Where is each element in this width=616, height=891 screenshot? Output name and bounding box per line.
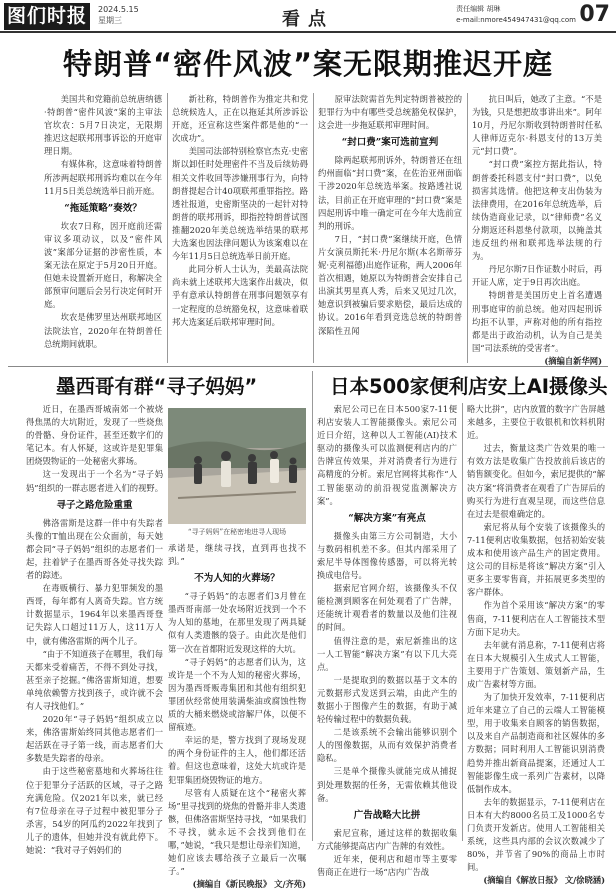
article1-col4 <box>472 93 602 368</box>
search-scene-photo <box>168 408 306 524</box>
paragraph: 此同分析人士认为，美最高法院尚未就上述联邦大选案作出裁决，似乎有意承认特朗普在刑事问题领享有一定程度的总统豁免权，这意味着联邦大选案延后联邦审理时间。 <box>172 264 308 327</box>
paragraph: 在毒贩横行、暴力犯罪频发的墨西哥，每年都有人离奇失踪。官方统计数据显示，1964年以来墨西哥登记失踪人口超过11万人，这11万人中，就有佛洛雷斯的两个儿子。 <box>26 583 163 646</box>
subheading: “封口费”案可选前宣判 <box>341 137 439 149</box>
paragraph: 抗日叫后，她改了主意。“不是为钱，只是想把故事讲出来”。阿年10月，丹尼尔斯收到特朗普时任私人律师迈克尔·科恩支付的13万美元“封口费”。 <box>472 94 602 157</box>
paragraph: 摄像头由第三方公司制造，大小与数码相机差不多。但其内部采用了索尼半导体图像传感器，可以将光转换成电信号。 <box>317 530 457 581</box>
paragraph: 幸运的是，警方找到了现场发现的两个身份证件的主人，他们都还活着。但这也意味着，这处大坑或许是犯罪集团烧毁物证的地方。 <box>168 735 306 785</box>
article2-col2 <box>168 542 306 890</box>
page-number: 07 <box>579 2 610 27</box>
paragraph: 值得注意的是，索尼新推出的这一人工智能“解决方案”有以下几大亮点。 <box>317 635 457 672</box>
paragraph: “寻子妈妈”的志愿者们认为，这或许是一个不为人知的秘密火葬场，因为墨西哥贩毒集团和其他有组织犯罪团伙经常使用装满柴油或腐蚀性物质的大桶来燃烧或溶解尸体，以便不留痕迹。 <box>168 656 306 733</box>
column-rule <box>167 93 168 363</box>
editor-info: 责任编辑 胡琳 e-mail:nmore454947431@qq.com <box>456 5 576 24</box>
newspaper-logo: 图们时报 <box>4 3 90 30</box>
paragraph: 三是单个摄像头就能完成从捕捉到处理数据的任务，无需依赖其他设备。 <box>317 766 457 803</box>
paragraph: 这一发现出于一个名为“寻子妈妈”组织的一群志愿者进入们的视野。 <box>26 469 163 493</box>
article1-col3 <box>318 93 462 338</box>
source-credit: (摘编自《解放日报》 文/徐晓涵) <box>483 875 605 886</box>
article1-col1 <box>44 93 162 351</box>
article2-col1 <box>26 403 163 855</box>
paragraph: 新社称，特朗普作为推定共和党总统候选人，正在以拖延其所涉诉讼开庭，还宣称这些案件都是他的“一次成功”。 <box>172 94 308 144</box>
headline-mexico: 墨西哥有群“寻子妈妈” <box>56 375 258 398</box>
column-rule <box>467 93 468 363</box>
section-title: 看点 <box>282 9 334 30</box>
photo-illustration <box>168 408 306 524</box>
paragraph: 除两起联邦刑诉外，特朗普还在纽约州面临“封口费”案，在佐治亚州面临干涉2020年总统选举案。按路透社说法，目前正在开庭审理的“封口费”案是四起刑诉中唯一确定可在今年大选前宣判的刑诉。 <box>318 155 462 231</box>
paragraph: “封口费”案控方据此指认，特朗普委托科恩支付“封口费”，以免损害其选情。他把这种支出伪装为法律费用，在2016年总统选举，后续伪造商业记录，以“律师费”名义分期返还科恩垫付款项，以掩盖其违反纽约州和联邦选举法规的行为。 <box>472 159 602 262</box>
section-divider <box>8 366 608 367</box>
subheading: 寻子之路危险重重 <box>56 499 133 511</box>
paragraph: 2020年“寻子妈妈”组织成立以来，佛洛雷斯始终同其他志愿者们一起活跃在寻子第一线，而志愿者们大多数是失踪者的母亲。 <box>26 714 163 764</box>
article3-col2 <box>467 403 605 886</box>
paragraph: “由于不知道孩子在哪里，我们每天都来受着痛苦，不得不到处寻找，甚至亲子挖掘。”佛洛雷斯知道，想要单纯依赖警方找到孩子，或许就不会有人寻找他们。” <box>26 648 163 711</box>
paragraph: 美国共和党籍前总统唐纳德·特朗普“密件风波”案的主审法官坎农：5月7日决定，无限期推迟这起联邦刑事诉讼的开庭审理日期。 <box>44 94 162 157</box>
paragraph: 去年就有消息称，7-11便利店将在日本大规模引入生成式人工智能，主要用于广告策划、策划新产品，生成广告素材等方面。 <box>467 639 605 689</box>
subheading: “拖延策略”奏效？ <box>64 202 142 214</box>
article3-col1 <box>317 403 457 877</box>
paragraph: 为了加快开发效率，7-11便利店近年来建立了自己的云端人工智能模型，用于收集来自顾客的销售数据，以及来自产品制造商和社区媒体的多方数据；同时利用人工智能识别消费趋势并推出新商品提案，还通过人工智能影像生成一系列广告素材，以降低制作成本。 <box>467 692 605 794</box>
paragraph: 作为首个采用该“解决方案”的零售商，7-11便利店在人工智能技术型方面下足功夫。 <box>467 600 605 637</box>
column-rule <box>312 371 313 841</box>
paragraph: 坎农是佛罗里达州联邦地区法院法官，2020年在特朗普任总统期间就职。 <box>44 312 162 349</box>
paragraph: 索尼将从每个安装了该摄像头的7-11便利店收集数据，包括初始安装成本和使用该产品生产的固定费用。这公司的目标是将该“解决方案”引入更多主要零售商，并拓展更多类型的客户群体。 <box>467 521 605 598</box>
column-rule <box>313 93 314 363</box>
subheading: 广告战略大比拼 <box>353 809 421 821</box>
source-credit: (摘编自新华网) <box>544 355 602 366</box>
paragraph: 美国司法部特别检察官杰克·史密斯以卸任时处理密件不当及后续妨碍相关文件收回等涉嫌刑事行为，向特朗普提起合计40项联邦重罪指控。路透社报道，史密斯坚决的一起针对特朗普的联邦刑诉，即指控特朗普试图推翻2020年美总统选举结果的联邦大选案也因法律问题认为该案难以在今年11月5日总统选举日前开庭。 <box>172 146 308 262</box>
paragraph: 坎农7日称，因开庭前还需审议多项动议，以及“密件风波”案部分证据的涉密性质，本案无法在原定于5月20日开庭。但她未设置新开庭日，称解决全部预审问题后会另行决定何时开庭。 <box>44 220 162 310</box>
paragraph: 索尼公司已在日本500家7-11便利店安装人工智能摄像头。索尼公司近日介绍，这种以人工智能(AI)技术驱动的摄像头可以监测便利店内的广告牌宣传效果，并对消费者行为进行高精度的分析。索尼官网将其称作“人工智能驱动的前沿视觉监测解决方案”。 <box>317 404 457 506</box>
paragraph: 去年的数据显示，7-11便利店在日本有大约8000名员工及1000名专门负责开发新店。使用人工智能相关系统，这些具内部的会议次数减少了80%，并节省了90%的商品上市时间。 <box>467 796 605 873</box>
paragraph: 略大比拼”，店内放置的数字广告屏越来越多，主要位于收银机和饮料机附近。 <box>467 404 605 441</box>
paragraph: 二是该系统不会输出能够识别个人的图像数据，从而有效保护消费者隐私。 <box>317 727 457 764</box>
paragraph: 近日，在墨西哥城南郊一个被烧得焦黑的大坑附近，发现了一些烧焦的骨骼、身份证件，甚至还数字们的笔记本。有人怀疑，这或许是犯罪集团烧毁物证的一处秘密火葬场。 <box>26 404 163 467</box>
issue-date: 2024.5.15 星期三 <box>98 5 139 25</box>
paragraph: 索尼宣称，通过这样的数据收集方式能够提高店内广告牌的有效性。 <box>317 827 457 851</box>
paragraph: 特朗普是美国历史上首名遭遇刑事庭审的前总统。他对四起刑诉均拒不认罪，声称对他的所有指控都是出于政治动机，认为自己是美国“司法系统的受害者”。 <box>472 290 602 353</box>
paragraph: 一是提取到的数据以基于文本的元数据形式发送到云端，由此产生的数据小于图像产生的数据，有助于减轻传输过程中的数据负载。 <box>317 674 457 725</box>
paragraph: 尽管有人质疑在这个“秘密火葬场”里寻找到的烧焦的骨骼并非人类遗骸，但佛洛雷斯坚持寻找，“如果我们不寻找，就永远不会找到他们在哪，”她说，“我只是想让母亲们知道，她们应该去哪给孩子立最后一次嘱子。” <box>168 787 306 877</box>
article1-col2 <box>172 93 308 329</box>
subheading: “解决方案”有亮点 <box>348 512 426 524</box>
paragraph: 原审法院需首先判定特朗普被控的犯罪行为中有哪些受总统豁免权保护，这会进一步拖延联邦审理时间。 <box>318 94 462 131</box>
page-header <box>0 0 616 33</box>
paragraph: 近年来，便利店和超市等主要零售商正在进行一场“店内广告战 <box>317 853 457 877</box>
paragraph: 丹尼尔斯7日作证数小时后，再开证人席，定于9日再次出庭。 <box>472 264 602 288</box>
paragraph: 据索尼官网介绍，该摄像头不仅能检测到顾客在何处观看了广告牌，还能统计观看者的数量以及他们注视的时间。 <box>317 583 457 633</box>
paragraph: 由于这些秘密墓地和火葬场往往位于犯罪分子活跃的区域，寻子之路充满危险。仅2021年以来，就已经有7位母亲在寻子过程中被犯罪分子杀害，54岁的阿瓜约2022年找到了儿子的遗体，但她并没有就此停下。她说：“我对寻子妈妈们的 <box>26 766 163 855</box>
headline-trump: 特朗普“密件风波”案无限期推迟开庭 <box>62 47 554 81</box>
paragraph: 有媒体称，这意味着特朗普所涉两起联邦刑诉均难以在今年11月5日美总统选举日前开庭。 <box>44 159 162 196</box>
paragraph: “寻子妈妈”的志愿者们3月曾在墨西哥南部一处农场附近找到一个不为人知的墓地，在那里发现了两具疑似有人类遗骸的袋子。由此次是他们第一次在首都附近发现这样的大坑。 <box>168 591 306 654</box>
paragraph: 过去，衡量这类广告效果的唯一有效方法是收集广告投放前后该店的销售额变化。但如今，索尼提供的“解决方案”将消费者在观看了广告屏后的购买行为进行直观呈现，而这些信息在过去是很难确定的。 <box>467 443 605 519</box>
headline-japan-ai: 日本500家便利店安上AI摄像头 <box>330 375 608 398</box>
paragraph: 承诺是，继续寻找，直到再也找不到。” <box>168 543 306 567</box>
source-credit: (摘编自《新民晚报》 文/齐苑) <box>192 879 306 890</box>
photo-caption: “寻子妈妈”在秘密地进寻人现场 <box>187 528 287 536</box>
paragraph: 佛洛雷斯是这群一伴中有失踪者头像的T恤出现在公众面前，每天她都会同“寻子妈妈”组织的志愿者们一起，拄着铲子在墨西哥各处寻找失踪者的踪迹。 <box>26 517 163 581</box>
column-rule <box>462 403 463 841</box>
subheading: 不为人知的火葬场？ <box>194 573 280 585</box>
paragraph: 7日，“封口费”案继续开庭，色情片女演员斯托米·丹尼尔斯(本名斯蒂芬妮·克利福德)出庭作证称，两人2006年首次相遇，她原以为特朗普会安排自己出演其男星真人秀，后来又见过几次，她意识到被骗后要求赔偿，最后达成的协议。2016年看到竞选总统的特朗普深陷性丑闻 <box>318 233 462 336</box>
